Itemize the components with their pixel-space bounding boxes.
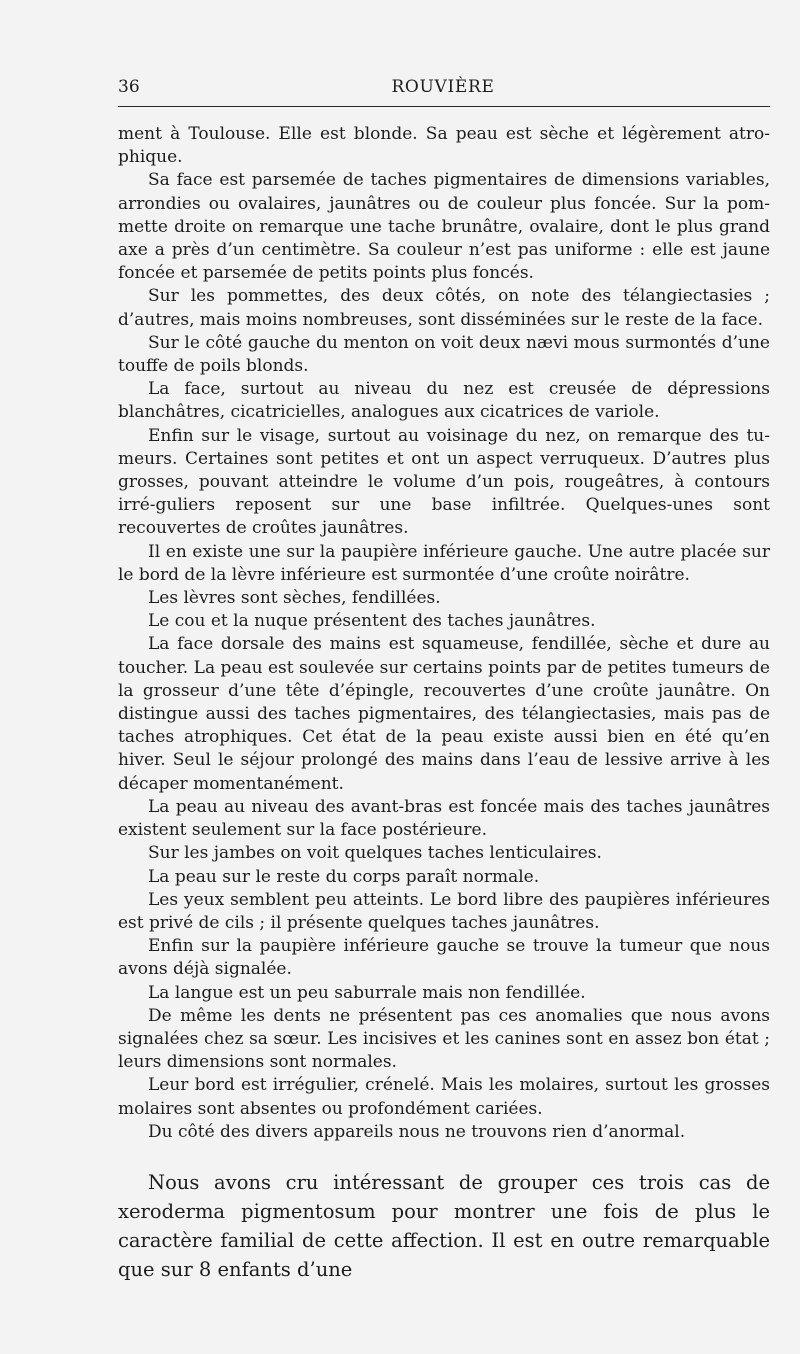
paragraph-19: Du côté des divers appareils nous ne trouvons rien d’anormal. — [148, 1121, 686, 1142]
header-rule — [118, 106, 770, 107]
paragraph-14: Les yeux semblent peu atteints. Le bord libre des paupières inférieures est privé de cils ; il présente quelques taches jaunâtres. — [118, 889, 770, 933]
body-text — [118, 123, 770, 1144]
paragraph-8: Les lèvres sont sèches, fendillées. — [148, 588, 441, 609]
conclusion-text — [118, 1168, 770, 1284]
paragraph-16: La langue est un peu saburrale mais non fendillée. — [148, 982, 586, 1003]
paragraph-5: La face, surtout au niveau du nez est creusée de dépressions blanchâtres, cicatricielles, analogues aux cicatrices de variole. — [118, 379, 770, 423]
paragraph-17: De même les dents ne présentent pas ces anomalies que nous avons signalées chez sa sœur. Les incisives et les canines sont en assez bon état ; leurs dimensions sont normales. — [118, 1005, 770, 1073]
running-head — [118, 74, 768, 100]
paragraph-6: Enfin sur le visage, surtout au voisinage du nez, on remarque des tu-meurs. Certaines sont petites et ont un aspect verruqueux. D’autres plus grosses, pouvant atteindre le volume d’un pois, rougeâtres, à contours irré-guliers reposent sur une base infiltrée. Quelques-unes sont recouvertes de croûtes jaunâtres. — [118, 425, 770, 539]
paragraph-11: La peau au niveau des avant-bras est foncée mais des taches jaunâtres existent seulement sur la face postérieure. — [118, 796, 770, 841]
paragraph-9: Le cou et la nuque présentent des taches jaunâtres. — [148, 611, 596, 632]
conclusion-paragraph: Nous avons cru intéressant de grouper ces trois cas de xeroderma pigmentosum pour montrer une fois de plus le caractère familial de cette affection. Il est en outre remarquable que sur 8 enfants d’une — [118, 1171, 770, 1281]
paragraph-15: Enfin sur la paupière inférieure gauche se trouve la tumeur que nous avons déjà signalée. — [118, 936, 770, 980]
paragraph-7: Il en existe une sur la paupière inférieure gauche. Une autre placée sur le bord de la lèvre inférieure est surmontée d’une croûte noirâtre. — [118, 541, 770, 585]
paragraph-4: Sur le côté gauche du menton on voit deux nævi mous surmontés d’une touffe de poils blonds. — [118, 332, 770, 377]
paragraph-1: ment à Toulouse. Elle est blonde. Sa peau est sèche et légèrement atro-phique. — [118, 124, 770, 168]
paragraph-18: Leur bord est irrégulier, crénelé. Mais les molaires, surtout les grosses molaires sont absentes ou profondément cariées. — [118, 1075, 770, 1119]
paragraph-10: La face dorsale des mains est squameuse, fendillée, sèche et dure au toucher. La peau est soulevée sur certains points par de petites tumeurs de la grosseur d’une tête d’épingle, recouvertes d’une croûte jaunâtre. On distingue aussi des taches pigmentaires, des télangiectasies, mais pas de taches atrophiques. Cet état de la peau existe aussi bien en été qu’en hiver. Seul le séjour prolongé des mains dans l’eau de lessive arrive à les décaper momentanément. — [118, 634, 770, 794]
paragraph-13: La peau sur le reste du corps paraît normale. — [148, 866, 540, 887]
paragraph-12: Sur les jambes on voit quelques taches lenticulaires. — [148, 843, 602, 864]
running-title: ROUVIÈRE — [391, 77, 495, 97]
paragraph-2: Sa face est parsemée de taches pigmentaires de dimensions variables, arrondies ou ovalaires, jaunâtres ou de couleur plus foncée. Sur la pom-mette droite on remarque une tache brunâtre, ovalaire, dont le plus grand axe a près d’un centimètre. Sa couleur n’est pas uniforme : elle est jaune foncée et parsemée de petits points plus foncés. — [118, 170, 770, 284]
page-number: 36 — [118, 77, 140, 97]
paragraph-3: Sur les pommettes, des deux côtés, on note des télangiectasies ; d’autres, mais moins nombreuses, sont disséminées sur le reste de la face. — [118, 286, 770, 330]
